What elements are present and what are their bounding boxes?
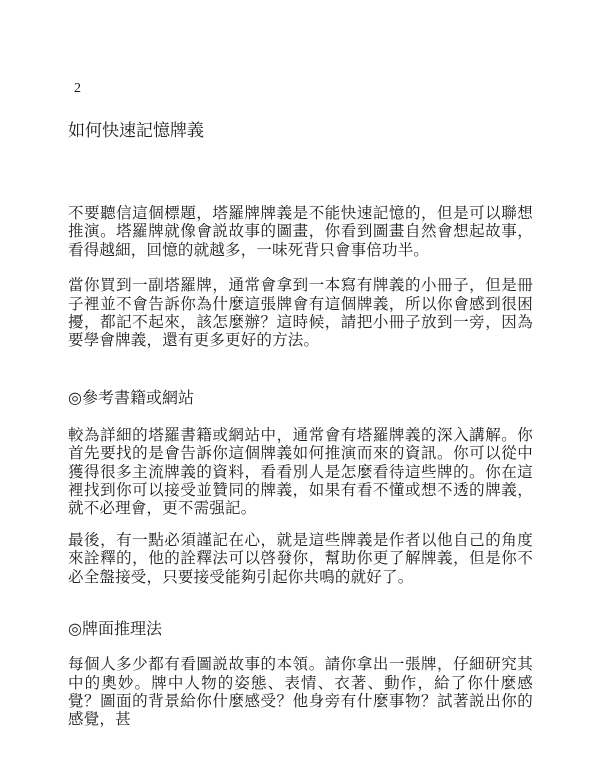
section-heading-reference-books: ◎參考書籍或網站: [68, 389, 194, 407]
section-1-paragraph-2: 最後，有一點必須謹記在心，就是這些牌義是作者以他自己的角度來詮釋的，他的詮釋法可以啓發你，幫助你更了解牌義，但是你不必全盤接受，只要接受能夠引起你共鳴的就好了。: [68, 531, 533, 586]
section-2-paragraph-1: 每個人多少都有看圖説故事的本領。請你拿出一張牌，仔細研究其中的奧妙。牌中人物的姿態、表情、衣著、動作，給了你什麼感覺？圖面的背景給你什麼感受？他身旁有什麼事物？試著説出你的感覺，甚: [68, 656, 533, 729]
intro-paragraph-2: 當你買到一副塔羅牌，通常會拿到一本寫有牌義的小冊子，但是冊子裡並不會告訴你為什麼這張牌會有這個牌義，所以你會感到很困擾，都記不起來，該怎麼辦？這時候，請把小冊子放到一旁，因為要學會牌義，還有更多更好的方法。: [68, 277, 533, 350]
page-number: 2: [74, 81, 81, 96]
section-1-paragraph-1: 較為詳細的塔羅書籍或網站中，通常會有塔羅牌義的深入講解。你首先要找的是會告訴你這個牌義如何推演而來的資訊。你可以從中獲得很多主流牌義的資料，看看別人是怎麼看待這些牌的。你在這裡找到你可以接受並贊同的牌義，如果有看不懂或想不透的牌義，就不必理會，更不需强記。: [68, 426, 533, 518]
intro-paragraph-1: 不要聽信這個標題，塔羅牌牌義是不能快速記憶的，但是可以聯想推演。塔羅牌就像會説故事的圖畫，你看到圖畫自然會想起故事，看得越細，回憶的就越多，一味死背只會事倍功半。: [68, 205, 533, 259]
section-heading-card-reasoning: ◎牌面推理法: [68, 621, 162, 639]
page-title: 如何快速記憶牌義: [68, 121, 204, 140]
